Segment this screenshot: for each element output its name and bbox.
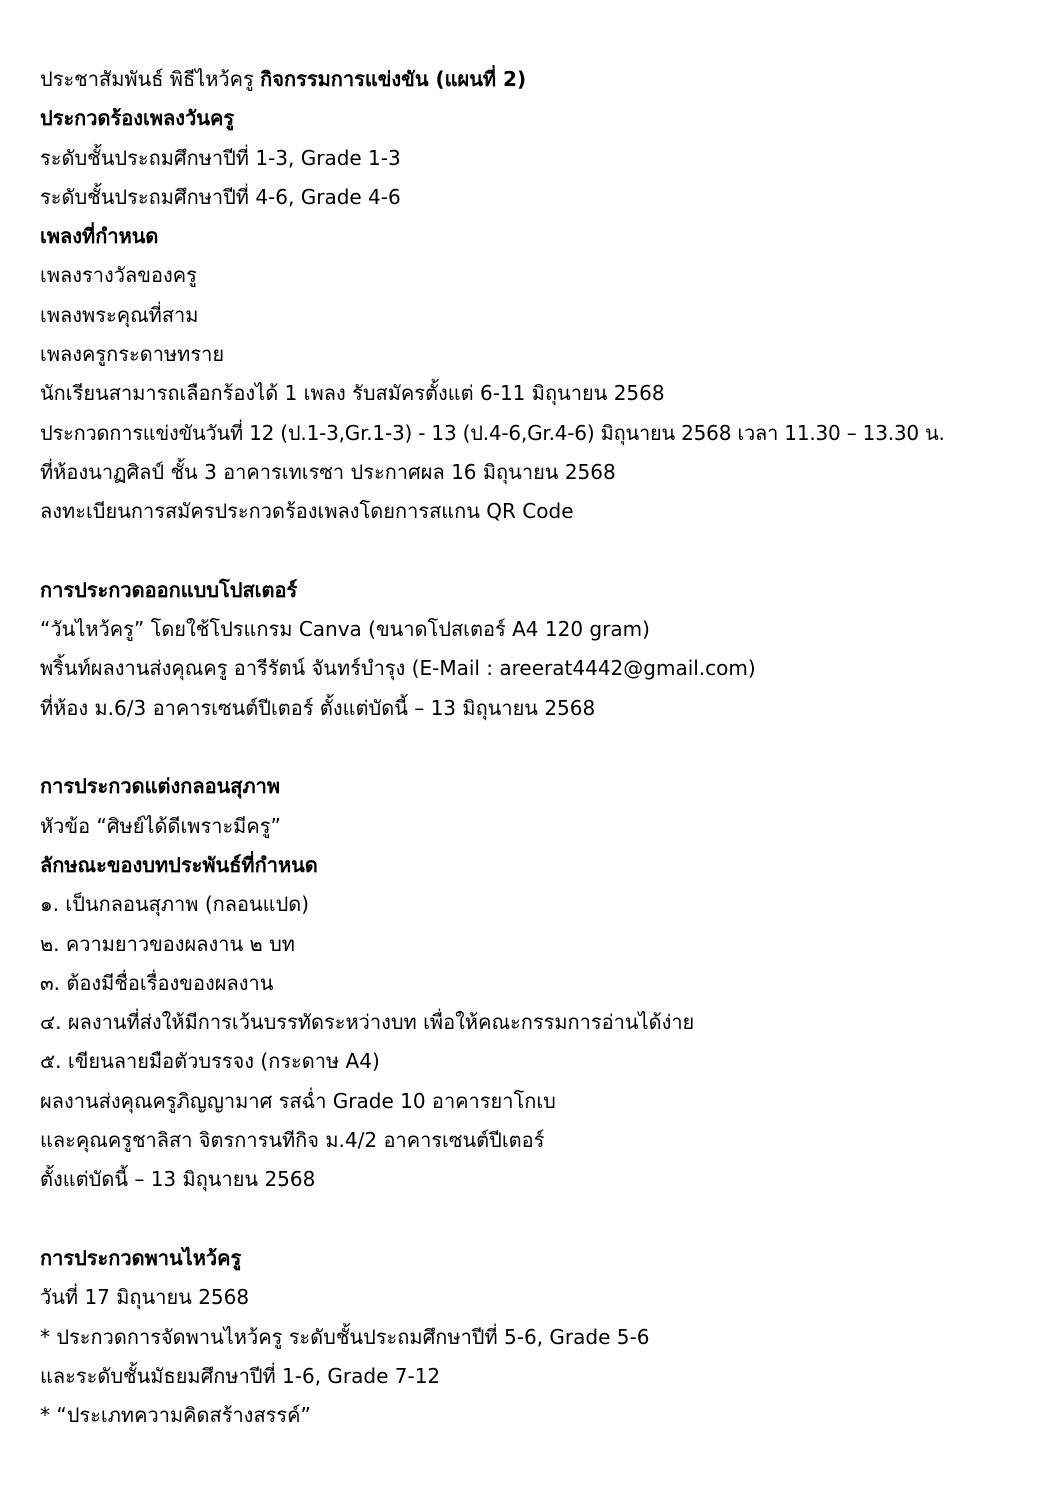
spacer [40, 532, 1050, 571]
poem-topic: หัวข้อ “ศิษย์ได้ดีเพราะมีครู” [40, 813, 281, 838]
tray-heading: การประกวดพานไหว้ครู [40, 1245, 242, 1270]
tray-line-3: * “ประเภทความคิดสร้างสรรค์” [40, 1403, 311, 1428]
singing-venue: ที่ห้องนาฏศิลป์ ชั้น 3 อาคารเทเรซา ประกาศผล 16 มิถุนายน 2568 [40, 459, 616, 484]
singing-rule: นักเรียนสามารถเลือกร้องได้ 1 เพลง รับสมัครตั้งแต่ 6-11 มิถุนายน 2568 [40, 381, 665, 406]
poem-deadline: ตั้งแต่บัดนี้ – 13 มิถุนายน 2568 [40, 1167, 316, 1192]
singing-level-2: ระดับชั้นประถมศึกษาปีที่ 4-6, Grade 4-6 [40, 184, 401, 209]
tray-line-2: และระดับชั้นมัธยมศึกษาปีที่ 1-6, Grade 7-12 [40, 1363, 441, 1388]
spacer [40, 728, 1050, 767]
song-item: เพลงพระคุณที่สาม [40, 302, 199, 327]
poem-heading: การประกวดแต่งกลอนสุภาพ [40, 774, 281, 799]
poem-submit-1: ผลงานส่งคุณครูภิญญามาศ รสฉ่ำ Grade 10 อาคารยาโกเบ [40, 1088, 556, 1113]
poster-line-1: “วันไหว้ครู” โดยใช้โปรแกรม Canva (ขนาดโปสเตอร์ A4 120 gram) [40, 617, 650, 642]
singing-level-1: ระดับชั้นประถมศึกษาปีที่ 1-3, Grade 1-3 [40, 145, 401, 170]
tray-date: วันที่ 17 มิถุนายน 2568 [40, 1285, 250, 1310]
singing-register: ลงทะเบียนการสมัครประกวดร้องเพลงโดยการสแกน QR Code [40, 499, 574, 524]
songs-heading: เพลงที่กำหนด [40, 224, 159, 249]
singing-heading: ประกวดร้องเพลงวันครู [40, 106, 235, 131]
song-item: เพลงรางวัลของครู [40, 263, 197, 288]
poem-rule: ๕. เขียนลายมือตัวบรรจง (กระดาษ A4) [40, 1049, 380, 1074]
poster-line-2: พริ้นท์ผลงานส่งคุณครู อารีรัตน์ จันทร์บำรุง (E-Mail : areerat4442@gmail.com) [40, 656, 756, 681]
poem-rule: ๒. ความยาวของผลงาน ๒ บท [40, 931, 295, 956]
poem-submit-2: และคุณครูชาลิสา จิตรการนทีกิจ ม.4/2 อาคารเซนต์ปีเตอร์ [40, 1128, 545, 1153]
singing-schedule: ประกวดการแข่งขันวันที่ 12 (ป.1-3,Gr.1-3) - 13 (ป.4-6,Gr.4-6) มิถุนายน 2568 เวลา 11.30 – 13.30 น. [40, 420, 945, 445]
announcement-header [40, 60, 1050, 99]
poem-rule: ๓. ต้องมีชื่อเรื่องของผลงาน [40, 970, 274, 995]
song-item: เพลงครูกระดาษทราย [40, 342, 225, 367]
poem-rule: ๑. เป็นกลอนสุภาพ (กลอนแปด) [40, 892, 310, 917]
poster-line-3: ที่ห้อง ม.6/3 อาคารเซนต์ปีเตอร์ ตั้งแต่บัดนี้ – 13 มิถุนายน 2568 [40, 695, 596, 720]
poster-heading: การประกวดออกแบบโปสเตอร์ [40, 577, 298, 602]
tray-line-1: * ประกวดการจัดพานไหว้ครู ระดับชั้นประถมศึกษาปีที่ 5-6, Grade 5-6 [40, 1324, 650, 1349]
header-prefix: ประชาสัมพันธ์ พิธีไหว้ครู [40, 67, 261, 91]
document-body [40, 60, 1050, 1435]
poem-rule: ๔. ผลงานที่ส่งให้มีการเว้นบรรทัดระหว่างบท เพื่อให้คณะกรรมการอ่านได้ง่าย [40, 1010, 695, 1035]
header-title: กิจกรรมการแข่งขัน (แผนที่ 2) [260, 67, 527, 91]
poem-rules-heading: ลักษณะของบทประพันธ์ที่กำหนด [40, 852, 318, 877]
spacer [40, 1200, 1050, 1239]
